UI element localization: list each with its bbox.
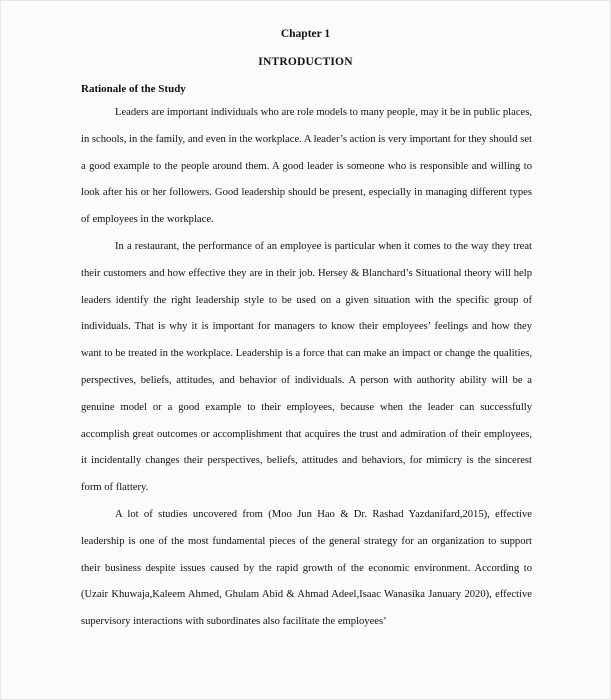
document-body — [81, 100, 532, 636]
paragraph: Leaders are important individuals who are role models to many people, may it be in public places, in schools, in the family, and even in the workplace. A leader’s action is very important for they should set a good example to the people around them. A good leader is someone who is responsible and willing to look after his or her followers. Good leadership should be present, especially in managing different types of employees in the workplace. — [81, 107, 532, 226]
paragraph: A lot of studies uncovered from (Moo Jun Hao & Dr. Rashad Yazdanifard,2015), effective leadership is one of the most fundamental pieces of the general strategy for an organization to support their business despite issues caused by the rapid growth of the economic environment. According to (Uzair Khuwaja,Kaleem Ahmed, Ghulam Abid & Ahmad Adeel,Isaac Wanasika January 2020), effective supervisory interactions with subordinates also facilitate the employees’ — [81, 508, 532, 628]
paragraph: In a restaurant, the performance of an employee is particular when it comes to the way they treat their customers and how effective they are in their job. Hersey & Blanchard’s Situational theory will help leaders identify the right leadership style to be used on a given situation with the specific group of individuals. That is why it is important for managers to know their employees’ feelings and how they want to be treated in the workplace. Leadership is a force that can make an impact or change the qualities, perspectives, beliefs, attitudes, and behavior of individuals. A person with authority ability will be a genuine model or a good example to their employees, because when the leader can successfully accomplish great outcomes or accomplishment that acquires the trust and admiration of their employees, it incidentally changes their perspectives, beliefs, attitudes and behaviors, for mimicry is the sincerest form of flattery. — [81, 240, 532, 494]
section-heading: Rationale of the Study — [81, 83, 186, 95]
chapter-label: Chapter 1 — [280, 28, 331, 40]
chapter-title: INTRODUCTION — [258, 56, 353, 68]
